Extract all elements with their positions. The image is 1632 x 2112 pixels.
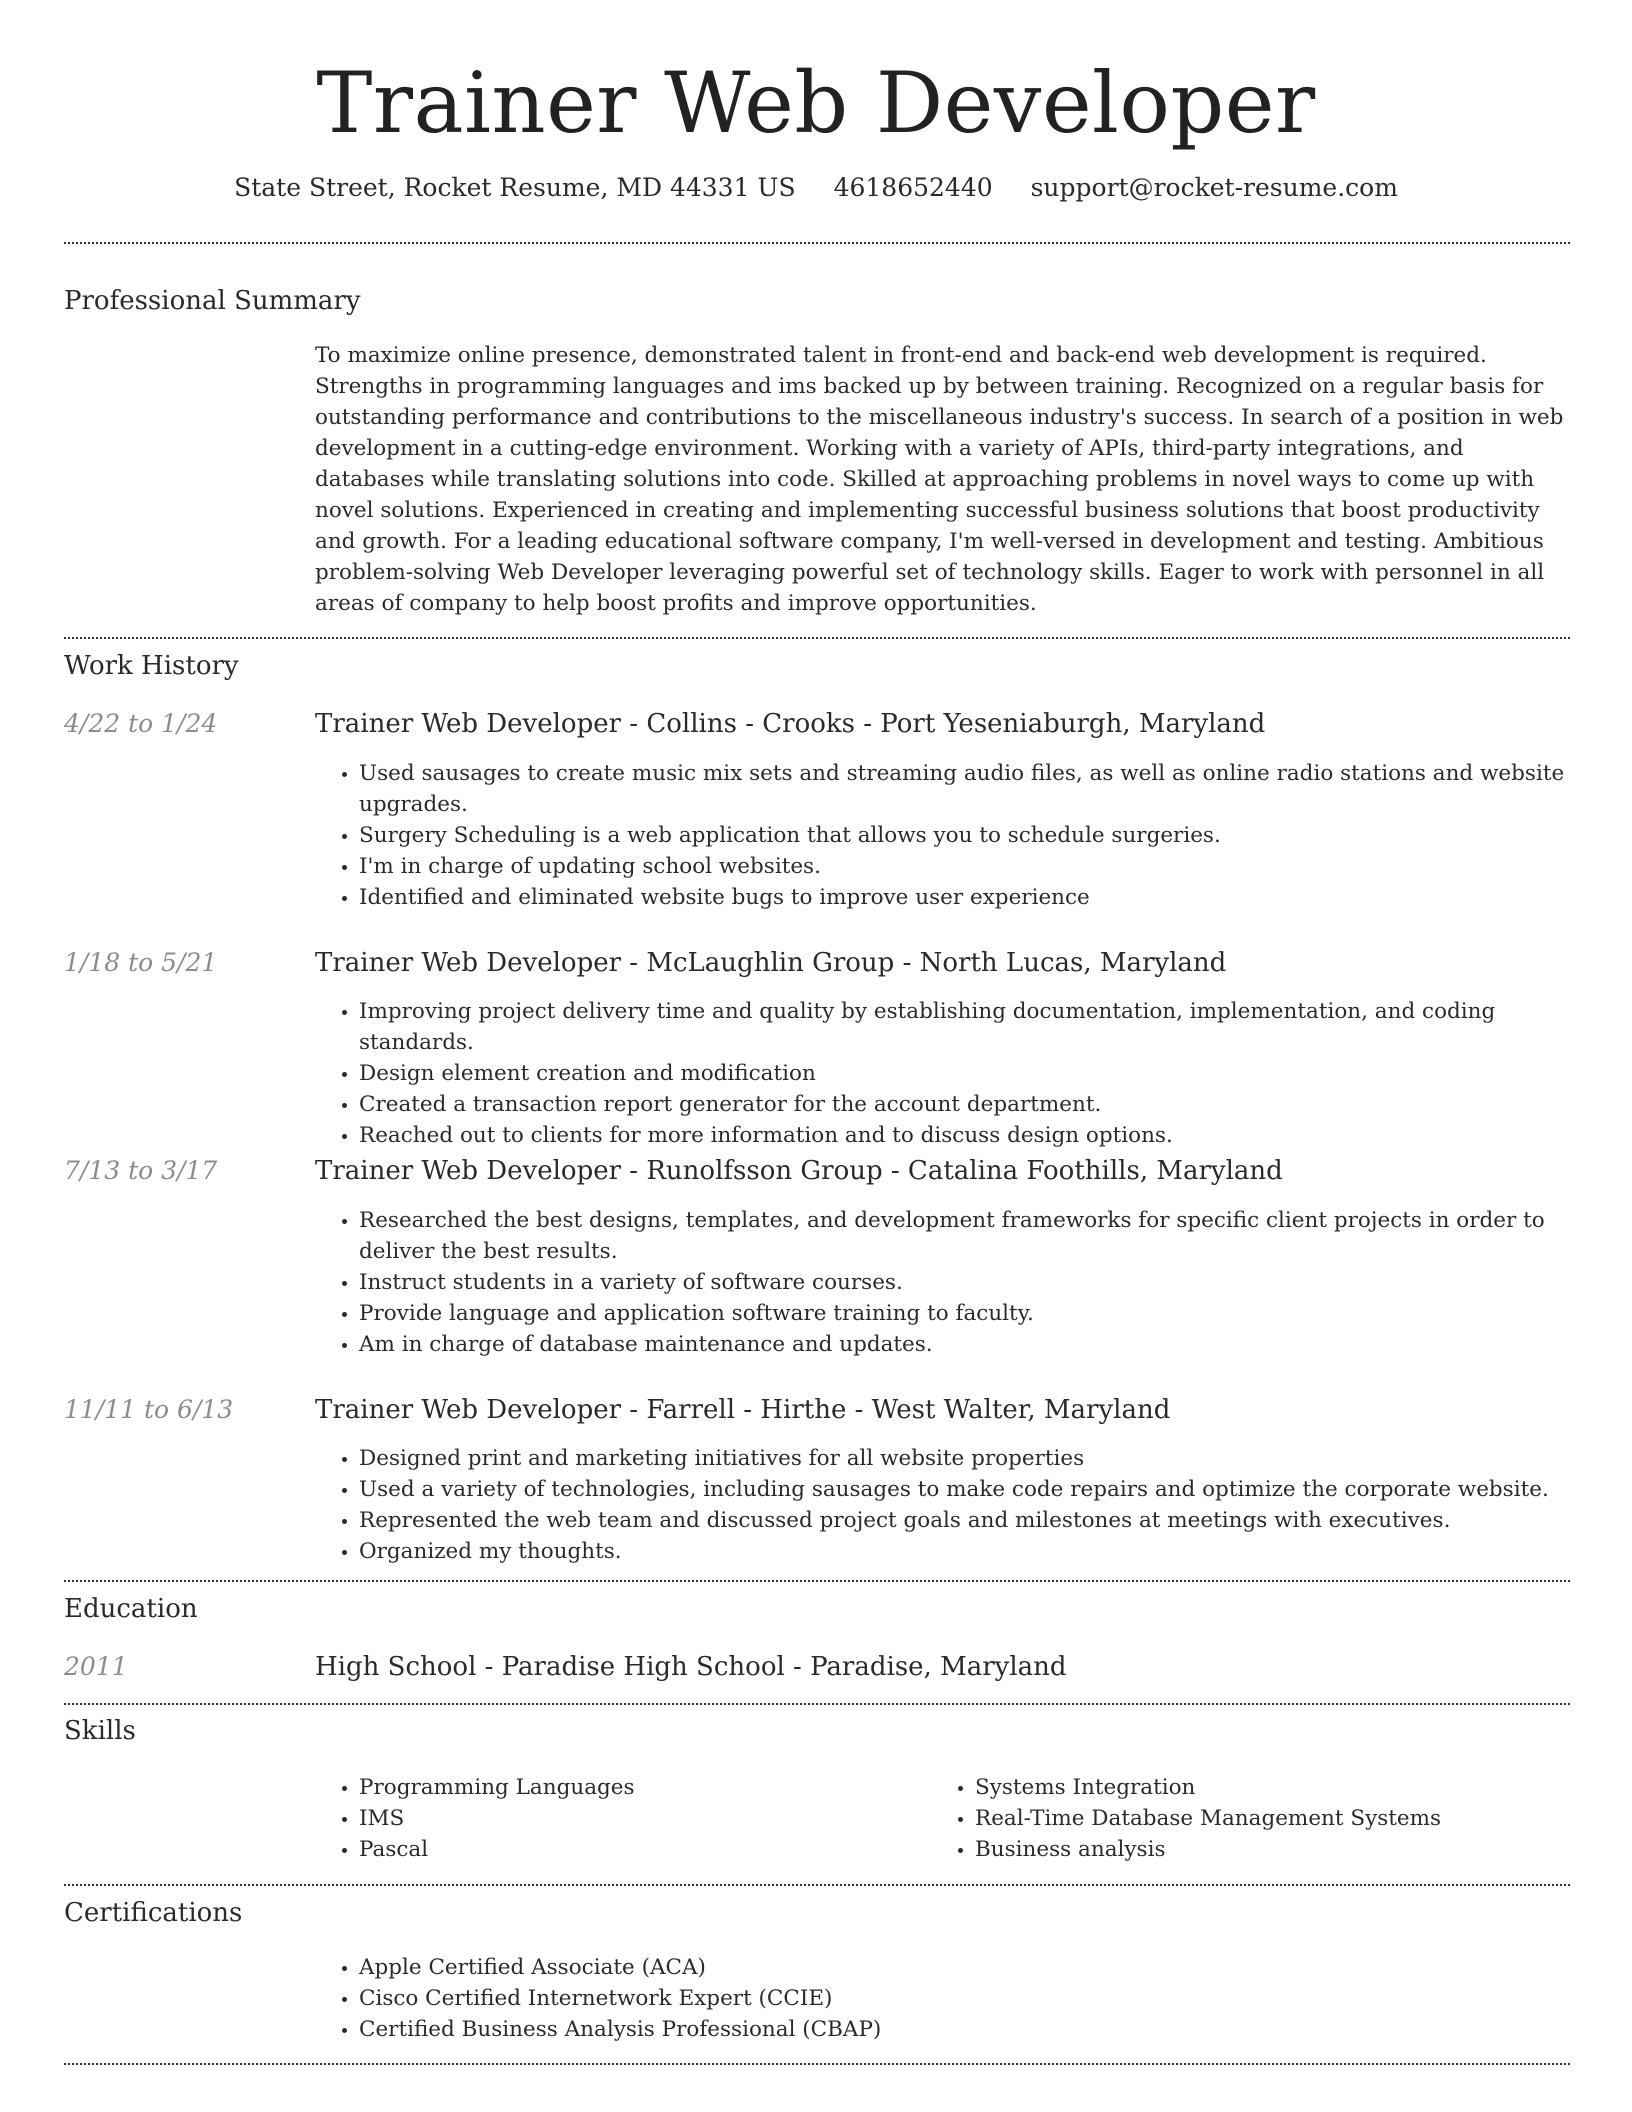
list-item: • Improving project delivery time and quality by establishing documentation, implementation, and coding standards. [359,996,1614,1058]
list-item: • Used a variety of technologies, including sausages to make code repairs and optimize the corporate website. [359,1474,1614,1505]
job-bullets [315,1205,1614,1360]
list-item: • Represented the web team and discussed project goals and milestones at meetings with executives. [359,1505,1614,1536]
list-item: • Used sausages to create music mix sets and streaming audio files, as well as online radio stations and website upgrades. [359,758,1614,820]
list-item: • Real-Time Database Management Systems [975,1803,1595,1834]
skills-list-right [931,1772,1595,1865]
list-item: • Organized my thoughts. [359,1536,1614,1567]
section-title-certifications: Certifications [64,1898,243,1928]
list-item: • Systems Integration [975,1772,1595,1803]
address: State Street, Rocket Resume, MD 44331 US [234,173,796,202]
education-entry: High School - Paradise High School - Paradise, Maryland [315,1652,1067,1682]
education-year: 2011 [64,1652,128,1681]
divider [64,242,1570,244]
list-item: • Identified and eliminated website bugs to improve user experience [359,882,1614,913]
job-title: Trainer Web Developer - Collins - Crooks - Port Yeseniaburgh, Maryland [315,709,1266,739]
divider [64,1580,1570,1582]
summary-text: To maximize online presence, demonstrated talent in front-end and back-end web development is required. Strengths in programming languages and ims backed up by between training. Recognized on a regular basis for outstanding performance and contributions to the miscellaneous industry's success. In search of a position in web development in a cutting-edge environment. Working with a variety of APIs, third-party integrations, and databases while translating solutions into code. Skilled at approaching problems in novel ways to come up with novel solutions. Experienced in creating and implementing successful business solutions that boost productivity and growth. For a leading educational software company, I'm well-versed in development and testing. Ambitious problem-solving Web Developer leveraging powerful set of technology skills. Eager to work with personnel in all areas of company to help boost profits and improve opportunities. [315,343,1564,616]
list-item: • Instruct students in a variety of software courses. [359,1267,1614,1298]
list-item: • Researched the best designs, templates, and development frameworks for specific client projects in order to deliver the best results. [359,1205,1614,1267]
contact-line [0,170,1632,206]
list-item: • Cisco Certified Internetwork Expert (CCIE) [359,1983,1614,2014]
job-dates: 4/22 to 1/24 [64,709,218,738]
list-item: • Apple Certified Associate (ACA) [359,1952,1614,1983]
section-title-education: Education [64,1594,198,1624]
section-title-skills: Skills [64,1716,136,1746]
list-item: • Design element creation and modification [359,1058,1614,1089]
list-item: • Certified Business Analysis Professional (CBAP) [359,2014,1614,2045]
list-item: • Am in charge of database maintenance and updates. [359,1329,1614,1360]
candidate-name: Trainer Web Developer [316,54,1316,152]
job-bullets [315,758,1614,913]
divider [64,2063,1570,2065]
job-dates: 11/11 to 6/13 [64,1395,234,1424]
email: support@rocket-resume.com [1030,173,1398,202]
job-dates: 7/13 to 3/17 [64,1156,218,1185]
list-item: • Reached out to clients for more information and to discuss design options. [359,1120,1614,1151]
list-item: • Surgery Scheduling is a web application that allows you to schedule surgeries. [359,820,1614,851]
job-bullets [315,1443,1614,1567]
divider [64,1703,1570,1705]
job-title: Trainer Web Developer - Runolfsson Group - Catalina Foothills, Maryland [315,1156,1283,1186]
divider [64,637,1570,639]
list-item: • Provide language and application software training to faculty. [359,1298,1614,1329]
list-item: • Pascal [359,1834,1614,1865]
list-item: • IMS [359,1803,1614,1834]
list-item: • Programming Languages [359,1772,1614,1803]
divider [64,1884,1570,1886]
job-title: Trainer Web Developer - Farrell - Hirthe - West Walter, Maryland [315,1395,1171,1425]
certifications-list [315,1952,1614,2045]
list-item: • Business analysis [975,1834,1595,1865]
section-title-summary: Professional Summary [64,286,361,316]
job-bullets [315,996,1614,1151]
section-title-work: Work History [64,651,239,681]
list-item: • Designed print and marketing initiatives for all website properties [359,1443,1614,1474]
list-item: • I'm in charge of updating school websites. [359,851,1614,882]
phone: 4618652440 [833,173,993,202]
list-item: • Created a transaction report generator for the account department. [359,1089,1614,1120]
job-title: Trainer Web Developer - McLaughlin Group - North Lucas, Maryland [315,948,1227,978]
job-dates: 1/18 to 5/21 [64,948,218,977]
